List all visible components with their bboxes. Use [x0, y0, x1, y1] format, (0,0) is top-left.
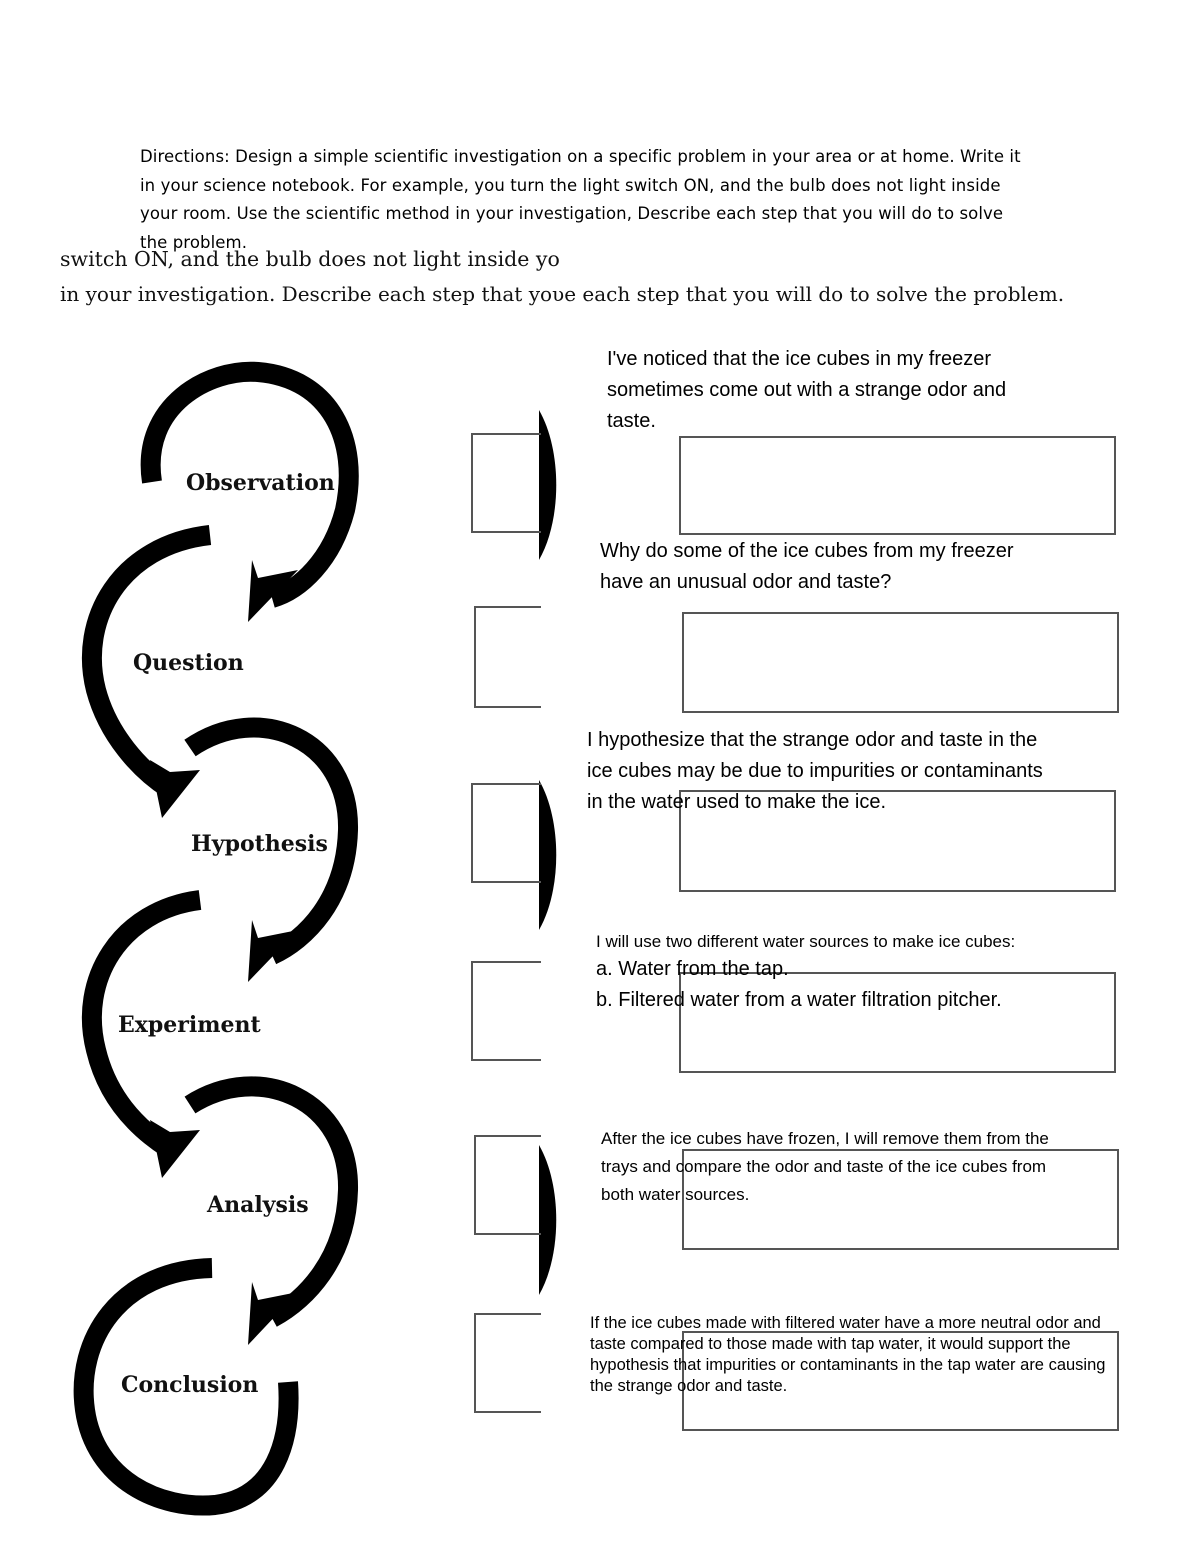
label-hypothesis: Hypothesis — [191, 831, 328, 857]
left-box-4 — [471, 961, 541, 1061]
label-experiment: Experiment — [118, 1012, 261, 1038]
label-observation: Observation — [186, 470, 335, 496]
left-box-6 — [474, 1313, 541, 1413]
experiment-line-3: b. Filtered water from a water filtration pitcher. — [596, 989, 1002, 1011]
pasted-snippet-line-1: switch ON, and the bulb does not light inside yo — [60, 247, 560, 271]
cap-1 — [539, 410, 556, 560]
answer-question: Why do some of the ice cubes from my freezer have an unusual odor and taste? — [600, 540, 1014, 593]
experiment-line-1: I will use two different water sources to make ice cubes: — [596, 932, 1016, 951]
answer-hypothesis: I hypothesize that the strange odor and taste in the ice cubes may be due to impurities or contaminants in the water used to make the ice. — [587, 729, 1043, 813]
answer-analysis: After the ice cubes have frozen, I will remove them from the trays and compare the odor and taste of the ice cubes from both water sources. — [601, 1129, 1049, 1204]
label-conclusion: Conclusion — [121, 1372, 259, 1398]
experiment-line-2: a. Water from the tap. — [596, 958, 789, 980]
left-box-5 — [474, 1135, 541, 1235]
directions-line-1: Directions: Design a simple scientific investigation on a specific problem in your area or at home. Write it — [140, 147, 1021, 166]
left-box-1 — [471, 433, 541, 533]
label-question: Question — [133, 650, 244, 676]
left-box-3 — [471, 783, 541, 883]
answer-box-observation[interactable] — [679, 436, 1116, 535]
cap-5 — [539, 1145, 556, 1295]
cap-3 — [539, 780, 556, 930]
directions-line-2: in your science notebook. For example, you turn the light switch ON, and the bulb does not light inside — [140, 175, 1001, 195]
experiment-arrowhead — [150, 1120, 200, 1178]
question-arrowhead — [150, 760, 200, 818]
answer-conclusion: If the ice cubes made with filtered water have a more neutral odor and taste compared to those made with tap water, it would support the hypothesis that impurities or contaminants in the tap water are causing the strange odor and taste. — [590, 1314, 1106, 1395]
answer-box-question[interactable] — [682, 612, 1119, 713]
pasted-snippet-line-2: in your investigation. Describe each step that yoυe each step that you will do to solve the problem. — [60, 282, 1065, 306]
left-box-2 — [474, 606, 541, 708]
answer-observation: I've noticed that the ice cubes in my freezer sometimes come out with a strange odor and taste. — [607, 348, 1007, 432]
directions-line-4-clipped: the problem. — [140, 232, 248, 252]
answer-experiment — [596, 928, 1116, 1016]
label-analysis: Analysis — [207, 1192, 309, 1218]
directions-line-3: your room. Use the scientific method in your investigation, Describe each step that you will do to solve — [140, 204, 1004, 223]
